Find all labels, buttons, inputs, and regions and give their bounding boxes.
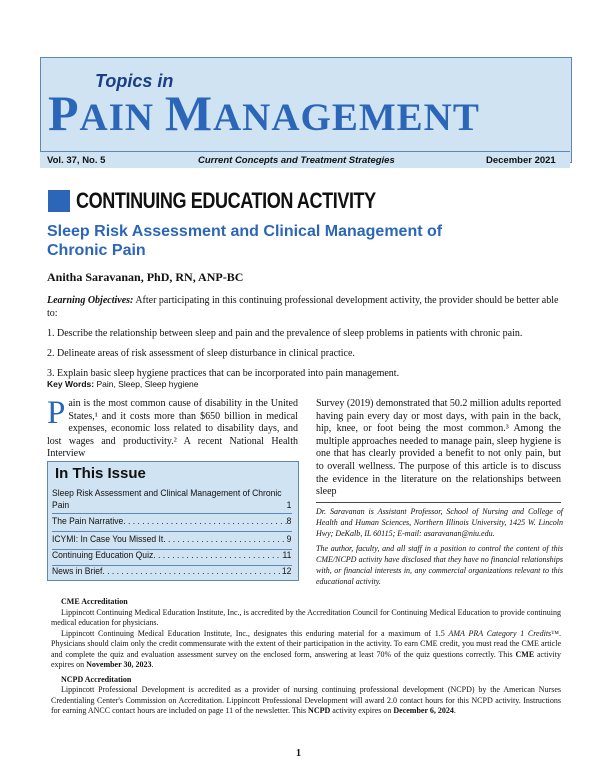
learning-objectives: Learning Objectives: After participating in this continuing professional development activity, the provider should be better able to: 1. Describe the relationship between sleep and pain and the prevalence of sleep problems in patients with chronic pain. 2. Delineate areas of risk assessment of sleep disturbance in clinical practice. 3. Explain basic sleep hygiene practices that can be incorporated into pain management. <box>47 295 559 379</box>
issue-date: December 2021 <box>486 155 556 166</box>
volume-number: Vol. 37, No. 5 <box>47 155 106 166</box>
toc-item[interactable]: Sleep Risk Assessment and Clinical Management of Chronic Pain 1 <box>52 488 292 511</box>
newsletter-title: PAIN MANAGEMENT <box>48 85 480 141</box>
toc-item[interactable]: Continuing Education Quiz . . . 11 <box>52 550 291 562</box>
tagline: Current Concepts and Treatment Strategies <box>198 155 395 166</box>
toc-item[interactable]: The Pain Narrative . . . 8 <box>52 516 291 528</box>
objective-item: 3. Explain basic sleep hygiene practices that can be incorporated into pain management. <box>47 368 400 379</box>
banner-square <box>48 190 70 212</box>
page-number: 1 <box>296 748 301 759</box>
article-author: Anitha Saravanan, PhD, RN, ANP-BC <box>47 270 244 284</box>
author-disclosure: Dr. Saravanan is Assistant Professor, School of Nursing and College of Health and Human Sciences, Northern Illinois University, 1425 W. Lincoln Hwy; DeKalb, IL 60115; E-mail: asaravanan@niu.edu. The author, faculty, and all staff in a position to control the content of this CME/NCPD activity have disclosed that they have no financial relationships with, or financial interests in, any commercial organizations relevant to this educational activity. <box>316 507 563 586</box>
ncpd-heading: NCPD Accreditation <box>61 674 132 684</box>
body-column-1: Pain is the most common cause of disability in the United States,¹ and it costs more than $650 billion in medical expenses, economic loss related to disability days, and lost wages and productivity.² A recent National Health Interview <box>47 395 298 460</box>
section-banner: CONTINUING EDUCATION ACTIVITY <box>76 188 376 213</box>
drop-cap: P <box>47 395 66 431</box>
masthead-topics: Topics in <box>95 71 174 91</box>
accreditation-section: CME Accreditation Lippincott Continuing Medical Education Institute, Inc., is accredited by the Accreditation Council for Continuing Medical Education to provide continuing medical education for physicians. Lippincott Continuing Medical Education Institute, Inc., designates this enduring material for a maximum of 1.5 AMA PRA Category 1 Credits™. Physicians should claim only the credit commensurate with the extent of their participation in the activity. To earn CME credit, you must read the CME article and complete the quiz and evaluation assessment survey on the enclosed form, answering at least 70% of the quiz questions correctly. This CME activity expires on November 30, 2023. NCPD Accreditation Lippincott Professional Development is accredited as a provider of nursing continuing professional development (NCPD) by the American Nurses Credentialing Center's Commission on Accreditation. Lippincott Professional Development will award 2.0 contact hours for this NCPD activity. Instructions for earning ANCC contact hours are included on page 11 of the newsletter. This NCPD activity expires on December 6, 2024. <box>51 597 562 715</box>
cme-heading: CME Accreditation <box>61 597 128 606</box>
article-title: Sleep Risk Assessment and Clinical Management of Chronic Pain <box>47 223 443 259</box>
toc-item[interactable]: News in Brief . . . 12 <box>52 566 291 578</box>
key-words: Key Words: Pain, Sleep, Sleep hygiene <box>47 379 199 389</box>
disclosure-rule <box>316 502 561 503</box>
in-this-issue-title: In This Issue <box>55 465 146 482</box>
body-column-2: Survey (2019) demonstrated that 50.2 million adults reported having pain every day or most days, with pain in the back, hip, knee, or foot being the most common.³ Among the multiple approaches needed to manage pain, sleep hygiene is one that has clearly provided a benefit to not only pain, but to overall wellness. The purpose of this article is to discuss the evidence in the literature on the relationships between sleep <box>316 398 561 498</box>
objective-item: 1. Describe the relationship between sleep and pain and the prevalence of sleep problems in patients with chronic pain. <box>47 328 523 339</box>
objective-item: 2. Delineate areas of risk assessment of sleep disturbance in clinical practice. <box>47 348 355 359</box>
toc-item[interactable]: ICYMI: In Case You Missed It . . . 9 <box>52 534 291 546</box>
